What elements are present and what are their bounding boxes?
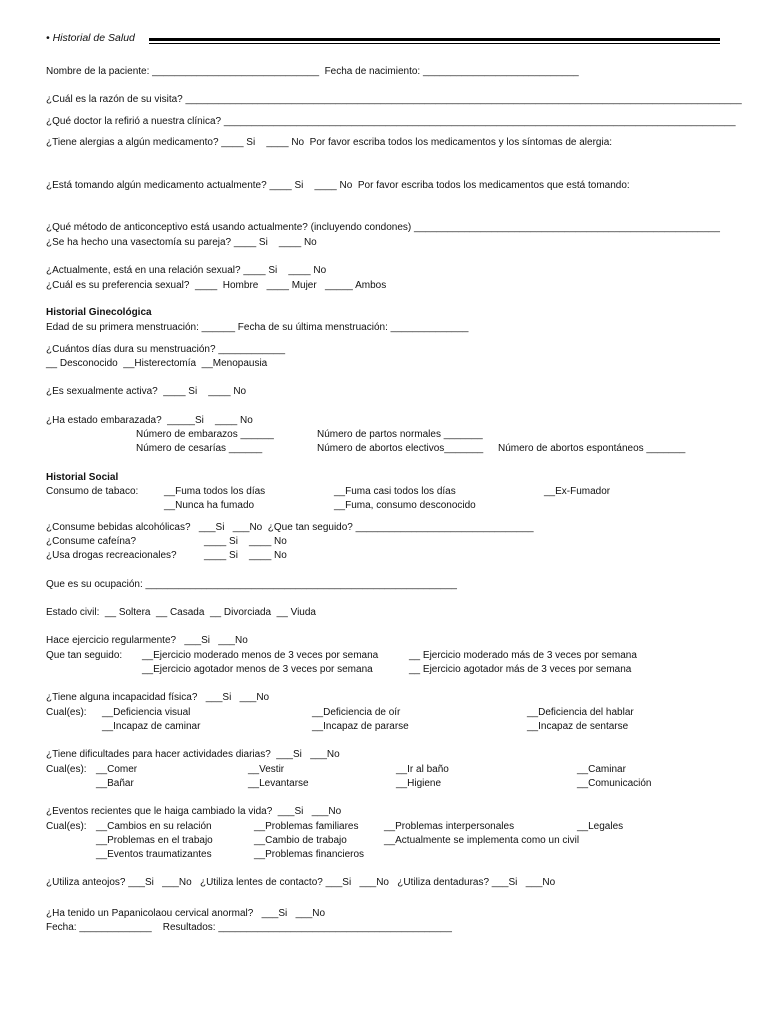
- disability-stand[interactable]: __Incapaz de pararse: [312, 721, 409, 732]
- social-history-heading: Historial Social: [46, 472, 119, 483]
- marital-status-line[interactable]: Estado civil: __ Soltera __ Casada __ Divorciada __ Viuda: [46, 607, 316, 618]
- visit-reason-line[interactable]: ¿Cuál es la razón de su visita? ____________________________________________________________________________________________________: [46, 94, 742, 105]
- tobacco-ex-smoker-option[interactable]: __Ex-Fumador: [544, 486, 611, 497]
- event-job-change[interactable]: __Cambio de trabajo: [254, 835, 347, 846]
- disability-walk[interactable]: __Incapaz de caminar: [102, 721, 201, 732]
- exercise-strenuous-less[interactable]: __Ejercicio agotador menos de 3 veces por semana: [142, 664, 373, 675]
- occupation-line[interactable]: Que es su ocupación: ________________________________________________________: [46, 579, 457, 590]
- pap-date-results-line[interactable]: Fecha: _____________ Resultados: __________________________________________: [46, 922, 452, 933]
- normal-births-count[interactable]: Número de partos normales _______: [317, 429, 483, 440]
- header-rule-thin: [149, 43, 720, 44]
- event-financial[interactable]: __Problemas financieros: [254, 849, 365, 860]
- exercise-moderate-more[interactable]: __ Ejercicio moderado más de 3 veces por semana: [409, 650, 637, 661]
- sexually-active-question[interactable]: ¿Es sexualmente activa? ____ Si ____ No: [46, 386, 247, 397]
- disability-speech[interactable]: __Deficiencia del hablar: [527, 707, 634, 718]
- glasses-lenses-dentures-question[interactable]: ¿Utiliza anteojos? ___Si ___No ¿Utiliza lentes de contacto? ___Si ___No ¿Utiliza dentaduras? ___Si ___No: [46, 877, 556, 888]
- cesareans-count[interactable]: Número de cesarías ______: [136, 443, 263, 454]
- disability-visual[interactable]: __Deficiencia visual: [102, 707, 191, 718]
- daily-bathe[interactable]: __Bañar: [96, 778, 134, 789]
- allergies-question[interactable]: ¿Tiene alergias a algún medicamento? ____ Si ____ No Por favor escriba todos los medicamentos y los síntomas de alergia:: [46, 137, 613, 148]
- contraceptive-question[interactable]: ¿Qué método de anticonceptivo está usando actualmente? (incluyendo condones) _______________________________________________________: [46, 222, 720, 233]
- elective-abortions-count[interactable]: Número de abortos electivos_______: [317, 443, 484, 454]
- daily-walk[interactable]: __Caminar: [577, 764, 626, 775]
- disability-hearing[interactable]: __Deficiencia de oír: [312, 707, 401, 718]
- sexual-preference-question[interactable]: ¿Cuál es su preferencia sexual? ____ Hombre ____ Mujer _____ Ambos: [46, 280, 387, 291]
- disability-sit[interactable]: __Incapaz de sentarse: [527, 721, 629, 732]
- tobacco-daily-option[interactable]: __Fuma todos los días: [164, 486, 266, 497]
- menstruation-options[interactable]: __ Desconocido __Histerectomía __Menopausia: [46, 358, 268, 369]
- event-traumatic[interactable]: __Eventos traumatizantes: [96, 849, 212, 860]
- caffeine-options[interactable]: ____ Si ____ No: [204, 536, 287, 547]
- drugs-options[interactable]: ____ Si ____ No: [204, 550, 287, 561]
- header-rule: [149, 38, 720, 41]
- daily-communication[interactable]: __Comunicación: [577, 778, 652, 789]
- referring-doctor-line[interactable]: ¿Qué doctor la refirió a nuestra clínica? ____________________________________________________________________________________________: [46, 116, 736, 127]
- menstruation-age-line[interactable]: Edad de su primera menstruación: ______ Fecha de su última menstruación: ______________: [46, 322, 469, 333]
- patient-name-dob-line[interactable]: Nombre de la paciente: ______________________________ Fecha de nacimiento: ____________________________: [46, 66, 579, 77]
- pregnancies-count[interactable]: Número de embarazos ______: [136, 429, 274, 440]
- event-interpersonal-problems[interactable]: __Problemas interpersonales: [384, 821, 515, 832]
- exercise-frequency-label: Que tan seguido:: [46, 650, 123, 661]
- disability-which-label: Cual(es):: [46, 707, 87, 718]
- life-events-question[interactable]: ¿Eventos recientes que le haiga cambiado la vida? ___Si ___No: [46, 806, 342, 817]
- tobacco-almost-daily-option[interactable]: __Fuma casi todos los días: [334, 486, 456, 497]
- tobacco-never-option[interactable]: __Nunca ha fumado: [164, 500, 255, 511]
- gyn-history-heading: Historial Ginecológica: [46, 307, 152, 318]
- spontaneous-abortions-count[interactable]: Número de abortos espontáneos _______: [498, 443, 686, 454]
- disability-question[interactable]: ¿Tiene alguna incapacidad física? ___Si ___No: [46, 692, 270, 703]
- daily-which-label: Cual(es):: [46, 764, 87, 775]
- event-work-problems[interactable]: __Problemas en el trabajo: [96, 835, 213, 846]
- daily-eat[interactable]: __Comer: [96, 764, 138, 775]
- pap-smear-question[interactable]: ¿Ha tenido un Papanicolaou cervical anormal? ___Si ___No: [46, 908, 326, 919]
- caffeine-label: ¿Consume cafeína?: [46, 536, 137, 547]
- exercise-moderate-less[interactable]: __Ejercicio moderado menos de 3 veces por semana: [142, 650, 379, 661]
- exercise-question[interactable]: Hace ejercicio regularmente? ___Si ___No: [46, 635, 248, 646]
- event-relationship-change[interactable]: __Cambios en su relación: [96, 821, 212, 832]
- relationship-question[interactable]: ¿Actualmente, está en una relación sexual? ____ Si ____ No: [46, 265, 327, 276]
- page-title: • Historial de Salud: [46, 32, 135, 44]
- alcohol-question[interactable]: ¿Consume bebidas alcohólicas? ___Si ___No ¿Que tan seguido? ________________________________: [46, 522, 534, 533]
- menstruation-days-line[interactable]: ¿Cuántos días dura su menstruación? ____________: [46, 344, 286, 355]
- event-legal[interactable]: __Legales: [577, 821, 624, 832]
- daily-activities-question[interactable]: ¿Tiene dificultades para hacer actividades diarias? ___Si ___No: [46, 749, 340, 760]
- daily-bathroom[interactable]: __Ir al baño: [396, 764, 449, 775]
- vasectomy-question[interactable]: ¿Se ha hecho una vasectomía su pareja? ____ Si ____ No: [46, 237, 317, 248]
- event-family-problems[interactable]: __Problemas familiares: [254, 821, 359, 832]
- medications-question[interactable]: ¿Está tomando algún medicamento actualmente? ____ Si ____ No Por favor escriba todos los medicamentos que está tomando:: [46, 180, 630, 191]
- tobacco-label: Consumo de tabaco:: [46, 486, 139, 497]
- tobacco-unknown-option[interactable]: __Fuma, consumo desconocido: [334, 500, 476, 511]
- exercise-strenuous-more[interactable]: __ Ejercicio agotador más de 3 veces por semana: [409, 664, 632, 675]
- daily-get-up[interactable]: __Levantarse: [248, 778, 309, 789]
- events-which-label: Cual(es):: [46, 821, 87, 832]
- daily-dress[interactable]: __Vestir: [248, 764, 285, 775]
- pregnant-question[interactable]: ¿Ha estado embarazada? _____Si ____ No: [46, 415, 253, 426]
- daily-hygiene[interactable]: __Higiene: [396, 778, 442, 789]
- event-civil[interactable]: __Actualmente se implementa como un civil: [384, 835, 580, 846]
- drugs-label: ¿Usa drogas recreacionales?: [46, 550, 177, 561]
